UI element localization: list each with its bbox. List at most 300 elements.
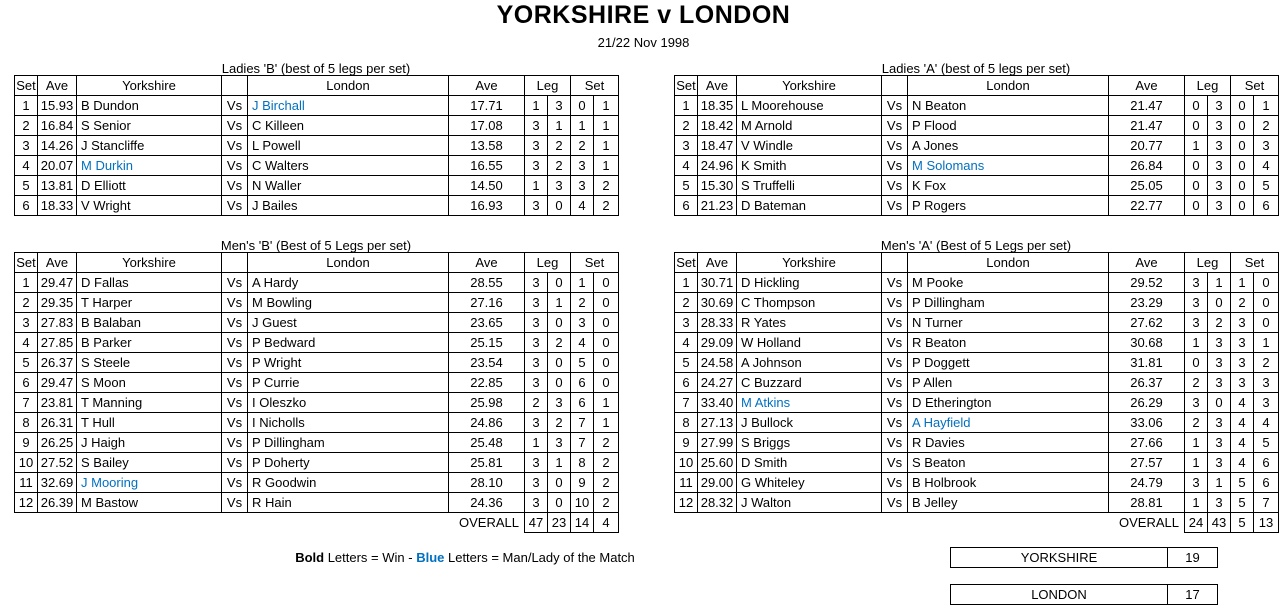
home-player-cell: S Bailey <box>77 453 222 473</box>
col-header-yorkshire: Yorkshire <box>77 76 222 96</box>
leg-away-cell: 2 <box>548 413 571 433</box>
away-player-cell: J Guest <box>248 313 449 333</box>
vs-cell: Vs <box>882 473 908 493</box>
leg-away-cell: 0 <box>548 493 571 513</box>
away-player-cell: A Hayfield <box>908 413 1109 433</box>
vs-cell: Vs <box>882 176 908 196</box>
col-header-set-score: Set <box>1231 76 1279 96</box>
set-away-cell: 2 <box>594 196 619 216</box>
table-row <box>15 96 619 116</box>
home-player-cell: M Atkins <box>737 393 882 413</box>
set-number-cell: 8 <box>675 413 698 433</box>
home-ave-cell: 26.25 <box>38 433 77 453</box>
home-player-cell: G Whiteley <box>737 473 882 493</box>
set-home-cell: 6 <box>571 373 594 393</box>
table-row <box>15 116 619 136</box>
set-home-cell: 3 <box>1231 373 1254 393</box>
leg-away-cell: 3 <box>1208 333 1231 353</box>
home-ave-cell: 23.81 <box>38 393 77 413</box>
overall-row <box>675 513 1279 533</box>
table-row <box>675 293 1279 313</box>
set-number-cell: 9 <box>675 433 698 453</box>
col-header-yorkshire: Yorkshire <box>77 253 222 273</box>
set-home-cell: 1 <box>571 273 594 293</box>
leg-away-cell: 3 <box>1208 493 1231 513</box>
leg-away-cell: 3 <box>1208 373 1231 393</box>
match-date: 21/22 Nov 1998 <box>597 35 690 50</box>
set-home-cell: 8 <box>571 453 594 473</box>
away-player-cell: P Bedward <box>248 333 449 353</box>
table-row <box>675 373 1279 393</box>
col-header-vs <box>882 253 908 273</box>
home-player-cell: J Bullock <box>737 413 882 433</box>
total-team-label: LONDON <box>951 585 1168 605</box>
away-player-cell: D Etherington <box>908 393 1109 413</box>
home-ave-cell: 26.37 <box>38 353 77 373</box>
leg-away-cell: 0 <box>548 273 571 293</box>
set-away-cell: 6 <box>1254 453 1279 473</box>
leg-home-cell: 3 <box>525 313 548 333</box>
leg-away-cell: 0 <box>1208 393 1231 413</box>
away-player-cell: N Waller <box>248 176 449 196</box>
set-away-cell: 1 <box>594 393 619 413</box>
home-ave-cell: 30.69 <box>698 293 737 313</box>
home-ave-cell: 18.47 <box>698 136 737 156</box>
set-number-cell: 10 <box>675 453 698 473</box>
set-away-cell: 1 <box>594 96 619 116</box>
leg-away-cell: 3 <box>1208 433 1231 453</box>
leg-away-cell: 0 <box>1208 293 1231 313</box>
header-row <box>15 76 619 96</box>
col-header-london: London <box>908 253 1109 273</box>
home-ave-cell: 28.32 <box>698 493 737 513</box>
col-header-london: London <box>248 253 449 273</box>
set-number-cell: 2 <box>675 293 698 313</box>
vs-cell: Vs <box>882 413 908 433</box>
home-player-cell: S Steele <box>77 353 222 373</box>
leg-home-cell: 3 <box>525 156 548 176</box>
leg-home-cell: 3 <box>525 273 548 293</box>
set-away-cell: 5 <box>1254 433 1279 453</box>
home-ave-cell: 29.47 <box>38 273 77 293</box>
away-player-cell: R Davies <box>908 433 1109 453</box>
overall-set-away-cell: 4 <box>594 513 619 533</box>
col-header-set: Set <box>15 76 38 96</box>
leg-home-cell: 1 <box>525 176 548 196</box>
col-header-london: London <box>908 76 1109 96</box>
away-player-cell: A Jones <box>908 136 1109 156</box>
set-number-cell: 3 <box>15 136 38 156</box>
home-ave-cell: 26.31 <box>38 413 77 433</box>
table-ladies-b <box>14 62 618 216</box>
vs-cell: Vs <box>222 196 248 216</box>
home-ave-cell: 26.39 <box>38 493 77 513</box>
vs-cell: Vs <box>222 413 248 433</box>
away-player-cell: I Oleszko <box>248 393 449 413</box>
set-home-cell: 7 <box>571 413 594 433</box>
away-player-cell: B Holbrook <box>908 473 1109 493</box>
set-home-cell: 3 <box>571 156 594 176</box>
away-player-cell: P Doggett <box>908 353 1109 373</box>
away-player-cell: I Nicholls <box>248 413 449 433</box>
away-player-cell: N Turner <box>908 313 1109 333</box>
away-ave-cell: 23.65 <box>449 313 525 333</box>
leg-away-cell: 3 <box>1208 156 1231 176</box>
leg-home-cell: 3 <box>525 196 548 216</box>
vs-cell: Vs <box>222 353 248 373</box>
set-number-cell: 4 <box>15 333 38 353</box>
total-score-value: 17 <box>1168 585 1218 605</box>
set-home-cell: 5 <box>1231 493 1254 513</box>
overall-leg-home-cell: 47 <box>525 513 548 533</box>
set-home-cell: 0 <box>1231 96 1254 116</box>
home-player-cell: M Durkin <box>77 156 222 176</box>
home-ave-cell: 15.30 <box>698 176 737 196</box>
away-player-cell: A Hardy <box>248 273 449 293</box>
leg-home-cell: 3 <box>1185 473 1208 493</box>
home-player-cell: D Bateman <box>737 196 882 216</box>
col-header-leg: Leg <box>525 253 571 273</box>
table-row <box>15 413 619 433</box>
home-ave-cell: 24.27 <box>698 373 737 393</box>
leg-home-cell: 0 <box>1185 176 1208 196</box>
set-number-cell: 8 <box>15 413 38 433</box>
home-ave-cell: 27.52 <box>38 453 77 473</box>
home-ave-cell: 33.40 <box>698 393 737 413</box>
away-ave-cell: 26.29 <box>1109 393 1185 413</box>
leg-home-cell: 2 <box>525 393 548 413</box>
away-player-cell: M Solomans <box>908 156 1109 176</box>
col-header-leg: Leg <box>1185 76 1231 96</box>
set-number-cell: 7 <box>675 393 698 413</box>
set-away-cell: 0 <box>1254 293 1279 313</box>
table-row <box>15 453 619 473</box>
away-player-cell: N Beaton <box>908 96 1109 116</box>
set-home-cell: 0 <box>1231 196 1254 216</box>
home-ave-cell: 29.35 <box>38 293 77 313</box>
table-row <box>15 373 619 393</box>
home-player-cell: B Parker <box>77 333 222 353</box>
away-player-cell: R Goodwin <box>248 473 449 493</box>
table-row <box>15 196 619 216</box>
table-row <box>675 473 1279 493</box>
table-row <box>675 433 1279 453</box>
col-header-set-score: Set <box>1231 253 1279 273</box>
set-away-cell: 0 <box>594 333 619 353</box>
vs-cell: Vs <box>882 353 908 373</box>
set-home-cell: 7 <box>571 433 594 453</box>
home-ave-cell: 13.81 <box>38 176 77 196</box>
leg-home-cell: 3 <box>1185 293 1208 313</box>
home-player-cell: T Hull <box>77 413 222 433</box>
vs-cell: Vs <box>222 393 248 413</box>
home-player-cell: S Senior <box>77 116 222 136</box>
leg-home-cell: 2 <box>1185 373 1208 393</box>
away-ave-cell: 25.98 <box>449 393 525 413</box>
overall-set-home-cell: 14 <box>571 513 594 533</box>
away-ave-cell: 24.79 <box>1109 473 1185 493</box>
leg-home-cell: 3 <box>525 293 548 313</box>
home-ave-cell: 25.60 <box>698 453 737 473</box>
set-home-cell: 5 <box>1231 473 1254 493</box>
table-row <box>15 176 619 196</box>
col-header-ave-home: Ave <box>698 76 737 96</box>
col-header-ave-away: Ave <box>1109 76 1185 96</box>
home-player-cell: M Bastow <box>77 493 222 513</box>
home-player-cell: D Hickling <box>737 273 882 293</box>
col-header-leg: Leg <box>525 76 571 96</box>
away-ave-cell: 17.08 <box>449 116 525 136</box>
set-away-cell: 2 <box>594 453 619 473</box>
overall-set-away-cell: 13 <box>1254 513 1279 533</box>
home-player-cell: J Walton <box>737 493 882 513</box>
set-number-cell: 5 <box>15 353 38 373</box>
set-home-cell: 3 <box>1231 353 1254 373</box>
set-number-cell: 4 <box>675 333 698 353</box>
set-number-cell: 7 <box>15 393 38 413</box>
leg-away-cell: 3 <box>1208 96 1231 116</box>
col-header-set: Set <box>15 253 38 273</box>
col-header-set-score: Set <box>571 76 619 96</box>
set-away-cell: 1 <box>594 413 619 433</box>
vs-cell: Vs <box>882 313 908 333</box>
leg-away-cell: 2 <box>1208 313 1231 333</box>
home-player-cell: W Holland <box>737 333 882 353</box>
away-player-cell: B Jelley <box>908 493 1109 513</box>
table-row <box>15 493 619 513</box>
away-ave-cell: 23.29 <box>1109 293 1185 313</box>
away-ave-cell: 26.84 <box>1109 156 1185 176</box>
leg-home-cell: 0 <box>1185 353 1208 373</box>
home-player-cell: V Windle <box>737 136 882 156</box>
table-row <box>675 393 1279 413</box>
table-row <box>15 313 619 333</box>
table-caption: Men's 'A' (Best of 5 Legs per set) <box>880 238 1072 253</box>
vs-cell: Vs <box>222 473 248 493</box>
vs-cell: Vs <box>222 333 248 353</box>
away-player-cell: R Hain <box>248 493 449 513</box>
leg-home-cell: 1 <box>1185 433 1208 453</box>
leg-home-cell: 3 <box>525 116 548 136</box>
home-ave-cell: 18.35 <box>698 96 737 116</box>
col-header-ave-home: Ave <box>38 76 77 96</box>
table-caption: Ladies 'A' (best of 5 legs per set) <box>881 61 1071 76</box>
set-home-cell: 4 <box>1231 453 1254 473</box>
vs-cell: Vs <box>882 136 908 156</box>
table-row <box>675 156 1279 176</box>
away-ave-cell: 27.66 <box>1109 433 1185 453</box>
home-ave-cell: 27.83 <box>38 313 77 333</box>
overall-label: OVERALL <box>459 515 519 531</box>
set-number-cell: 10 <box>15 453 38 473</box>
home-player-cell: D Elliott <box>77 176 222 196</box>
vs-cell: Vs <box>882 333 908 353</box>
set-home-cell: 10 <box>571 493 594 513</box>
leg-away-cell: 3 <box>1208 116 1231 136</box>
set-number-cell: 11 <box>675 473 698 493</box>
away-ave-cell: 25.48 <box>449 433 525 453</box>
set-number-cell: 6 <box>15 196 38 216</box>
set-away-cell: 6 <box>1254 473 1279 493</box>
set-away-cell: 7 <box>1254 493 1279 513</box>
home-ave-cell: 18.42 <box>698 116 737 136</box>
away-player-cell: P Wright <box>248 353 449 373</box>
set-number-cell: 2 <box>675 116 698 136</box>
home-ave-cell: 24.58 <box>698 353 737 373</box>
away-ave-cell: 13.58 <box>449 136 525 156</box>
set-home-cell: 1 <box>571 116 594 136</box>
set-home-cell: 4 <box>571 196 594 216</box>
home-player-cell: C Buzzard <box>737 373 882 393</box>
col-header-ave-away: Ave <box>449 253 525 273</box>
away-player-cell: R Beaton <box>908 333 1109 353</box>
table-row <box>675 196 1279 216</box>
leg-away-cell: 3 <box>548 96 571 116</box>
away-ave-cell: 28.10 <box>449 473 525 493</box>
leg-away-cell: 0 <box>548 196 571 216</box>
vs-cell: Vs <box>222 313 248 333</box>
home-player-cell: T Manning <box>77 393 222 413</box>
col-header-leg: Leg <box>1185 253 1231 273</box>
table-row <box>675 273 1279 293</box>
leg-away-cell: 3 <box>1208 453 1231 473</box>
set-home-cell: 9 <box>571 473 594 493</box>
home-player-cell: D Smith <box>737 453 882 473</box>
results-table-ladies-b <box>14 75 619 216</box>
vs-cell: Vs <box>222 273 248 293</box>
home-ave-cell: 21.23 <box>698 196 737 216</box>
set-away-cell: 2 <box>594 473 619 493</box>
home-ave-cell: 32.69 <box>38 473 77 493</box>
set-away-cell: 0 <box>1254 273 1279 293</box>
col-header-london: London <box>248 76 449 96</box>
leg-away-cell: 1 <box>548 453 571 473</box>
away-ave-cell: 25.05 <box>1109 176 1185 196</box>
set-number-cell: 3 <box>675 136 698 156</box>
table-row <box>675 333 1279 353</box>
set-away-cell: 4 <box>1254 413 1279 433</box>
leg-home-cell: 3 <box>1185 273 1208 293</box>
home-player-cell: K Smith <box>737 156 882 176</box>
set-number-cell: 6 <box>675 373 698 393</box>
col-header-ave-home: Ave <box>38 253 77 273</box>
table-row <box>675 413 1279 433</box>
table-row <box>675 493 1279 513</box>
overall-label: OVERALL <box>1119 515 1179 531</box>
set-away-cell: 5 <box>1254 176 1279 196</box>
vs-cell: Vs <box>882 453 908 473</box>
col-header-set-score: Set <box>571 253 619 273</box>
leg-away-cell: 3 <box>1208 413 1231 433</box>
vs-cell: Vs <box>222 176 248 196</box>
vs-cell: Vs <box>222 433 248 453</box>
legend <box>0 550 930 565</box>
vs-cell: Vs <box>882 373 908 393</box>
overall-leg-away-cell: 23 <box>548 513 571 533</box>
set-number-cell: 11 <box>15 473 38 493</box>
vs-cell: Vs <box>882 393 908 413</box>
home-player-cell: S Moon <box>77 373 222 393</box>
total-score-value: 19 <box>1168 548 1218 568</box>
total-box-london <box>950 584 1218 605</box>
away-ave-cell: 24.86 <box>449 413 525 433</box>
set-away-cell: 1 <box>1254 333 1279 353</box>
overall-leg-home-cell: 24 <box>1185 513 1208 533</box>
table-row <box>675 96 1279 116</box>
away-ave-cell: 17.71 <box>449 96 525 116</box>
overall-set-home-cell: 5 <box>1231 513 1254 533</box>
away-player-cell: S Beaton <box>908 453 1109 473</box>
away-ave-cell: 29.52 <box>1109 273 1185 293</box>
table-caption: Ladies 'B' (best of 5 legs per set) <box>221 61 411 76</box>
away-player-cell: K Fox <box>908 176 1109 196</box>
table-row <box>675 313 1279 333</box>
away-ave-cell: 33.06 <box>1109 413 1185 433</box>
set-number-cell: 1 <box>675 96 698 116</box>
table-caption: Men's 'B' (Best of 5 Legs per set) <box>220 238 412 253</box>
leg-away-cell: 2 <box>548 156 571 176</box>
vs-cell: Vs <box>882 273 908 293</box>
home-player-cell: S Truffelli <box>737 176 882 196</box>
home-player-cell: A Johnson <box>737 353 882 373</box>
set-away-cell: 0 <box>594 313 619 333</box>
set-number-cell: 1 <box>675 273 698 293</box>
set-home-cell: 6 <box>571 393 594 413</box>
away-ave-cell: 28.81 <box>1109 493 1185 513</box>
col-header-vs <box>222 76 248 96</box>
vs-cell: Vs <box>222 156 248 176</box>
leg-home-cell: 3 <box>525 353 548 373</box>
home-ave-cell: 15.93 <box>38 96 77 116</box>
home-player-cell: T Harper <box>77 293 222 313</box>
away-player-cell: C Killeen <box>248 116 449 136</box>
set-number-cell: 6 <box>15 373 38 393</box>
away-ave-cell: 21.47 <box>1109 96 1185 116</box>
set-home-cell: 4 <box>571 333 594 353</box>
col-header-yorkshire: Yorkshire <box>737 253 882 273</box>
table-mens-a <box>674 239 1278 533</box>
away-ave-cell: 16.55 <box>449 156 525 176</box>
home-ave-cell: 24.96 <box>698 156 737 176</box>
set-home-cell: 4 <box>1231 433 1254 453</box>
col-header-ave-home: Ave <box>698 253 737 273</box>
set-home-cell: 4 <box>1231 413 1254 433</box>
away-ave-cell: 25.15 <box>449 333 525 353</box>
set-home-cell: 3 <box>571 176 594 196</box>
home-player-cell: R Yates <box>737 313 882 333</box>
overall-row <box>15 513 619 533</box>
set-away-cell: 0 <box>1254 313 1279 333</box>
leg-away-cell: 3 <box>1208 176 1231 196</box>
leg-away-cell: 3 <box>548 433 571 453</box>
set-away-cell: 1 <box>594 136 619 156</box>
set-away-cell: 1 <box>1254 96 1279 116</box>
set-home-cell: 4 <box>1231 393 1254 413</box>
leg-home-cell: 3 <box>525 136 548 156</box>
home-player-cell: B Balaban <box>77 313 222 333</box>
home-ave-cell: 27.85 <box>38 333 77 353</box>
leg-away-cell: 3 <box>548 176 571 196</box>
results-table-ladies-a <box>674 75 1279 216</box>
away-player-cell: P Currie <box>248 373 449 393</box>
home-ave-cell: 30.71 <box>698 273 737 293</box>
leg-home-cell: 0 <box>1185 96 1208 116</box>
overall-leg-away-cell: 43 <box>1208 513 1231 533</box>
home-player-cell: J Mooring <box>77 473 222 493</box>
away-player-cell: C Walters <box>248 156 449 176</box>
leg-away-cell: 0 <box>548 473 571 493</box>
away-player-cell: P Flood <box>908 116 1109 136</box>
